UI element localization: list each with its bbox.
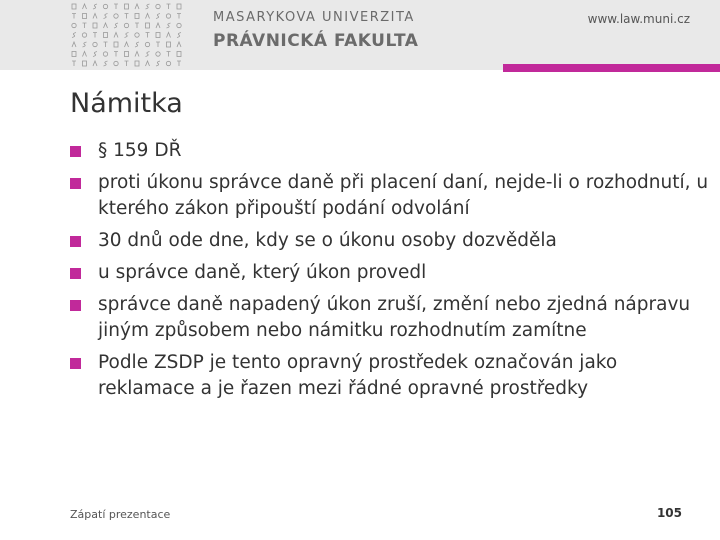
logo-glyph (125, 61, 129, 66)
bullet-text: u správce daně, který úkon provedl (98, 262, 427, 283)
logo-glyph (146, 4, 150, 9)
bullet-text: správce daně napadený úkon zruší, změní nebo zjedná nápravu jiným způsobem nebo námitku rozhodnutím zamítne (98, 294, 691, 341)
muni-glyph-pattern-icon (68, 0, 186, 70)
logo-glyph (146, 23, 150, 28)
logo-glyph (177, 42, 181, 47)
logo-glyph (135, 23, 139, 28)
logo-glyph (177, 23, 181, 27)
logo-glyph (167, 23, 171, 28)
logo-glyph (146, 52, 150, 57)
logo-glyph (167, 52, 171, 57)
square-bullet-icon (70, 178, 81, 189)
logo-glyph (114, 23, 118, 28)
logo-glyph (104, 23, 108, 28)
logo-glyph (114, 61, 118, 65)
logo-glyph (146, 61, 150, 66)
logo-glyph (125, 14, 129, 19)
bullet-item (70, 292, 710, 344)
logo-glyph (104, 14, 108, 19)
logo-glyph (167, 33, 171, 38)
square-bullet-icon (70, 268, 81, 279)
logo-glyph (166, 14, 170, 18)
logo-glyph (83, 14, 87, 19)
bullet-text: proti úkonu správce daně při placení daní, nejde-li o rozhodnutí, u kterého zákon připouští podání odvolání (98, 172, 709, 219)
bullet-item (70, 228, 710, 254)
square-bullet-icon (70, 146, 81, 157)
logo-glyph (125, 33, 129, 38)
logo-glyph (177, 52, 181, 57)
logo-glyph (83, 23, 87, 28)
logo-glyph (145, 42, 149, 46)
logo-glyph (114, 33, 118, 38)
logo-glyph (124, 23, 128, 27)
logo-glyph (167, 42, 171, 47)
bullet-item (70, 170, 710, 222)
logo-glyph (93, 4, 97, 9)
logo-glyph (177, 14, 181, 19)
logo-glyph (125, 52, 129, 57)
logo-glyph (156, 52, 160, 56)
logo-glyph (177, 4, 181, 9)
bullet-item (70, 350, 710, 402)
logo-glyph (93, 33, 97, 38)
slide-header (0, 0, 720, 70)
logo-glyph (93, 14, 97, 19)
logo-glyph (72, 14, 76, 19)
university-name: MASARYKOVA UNIVERZITA (213, 10, 415, 25)
logo-glyph (114, 42, 118, 47)
logo-glyph (114, 14, 118, 18)
logo-glyph (114, 4, 118, 9)
square-bullet-icon (70, 236, 81, 247)
logo-glyph (125, 42, 129, 47)
logo-glyph (156, 23, 160, 28)
logo-glyph (156, 61, 160, 66)
logo-glyph (72, 52, 76, 57)
bullet-list (70, 138, 710, 408)
logo-glyph (135, 42, 139, 47)
logo-glyph (135, 14, 139, 19)
faculty-name: PRÁVNICKÁ FAKULTA (213, 31, 419, 51)
slide-title: Námitka (70, 88, 183, 119)
logo-glyph (104, 42, 108, 47)
logo-glyph (72, 4, 76, 9)
logo-glyph (103, 52, 107, 56)
bullet-text: 30 dnů ode dne, kdy se o úkonu osoby dozvěděla (98, 230, 557, 251)
logo-glyph (82, 33, 86, 37)
logo-glyph (156, 33, 160, 38)
logo-glyph (104, 61, 108, 66)
logo-glyph (83, 42, 87, 47)
logo-glyph (83, 61, 87, 66)
logo-glyph (93, 52, 97, 57)
logo-glyph (114, 52, 118, 57)
logo-glyph (146, 14, 150, 19)
bullet-item (70, 260, 710, 286)
logo-glyph (146, 33, 150, 38)
logo-glyph (72, 33, 76, 38)
logo-glyph (83, 4, 87, 9)
bullet-text: Podle ZSDP je tento opravný prostředek označován jako reklamace a je řazen mezi řádné opravné prostředky (98, 352, 618, 399)
logo-glyph (93, 61, 97, 66)
logo-glyph (156, 4, 160, 8)
logo-glyph (156, 14, 160, 19)
page-number: 105 (656, 506, 682, 520)
square-bullet-icon (70, 300, 81, 311)
logo-glyph (72, 23, 76, 27)
logo-glyph (93, 23, 97, 28)
logo-glyph (166, 61, 170, 65)
logo-glyph (103, 4, 107, 8)
footer-text: Zápatí prezentace (70, 508, 171, 521)
logo-glyph (177, 61, 181, 66)
accent-bar (503, 64, 720, 72)
logo-glyph (177, 33, 181, 38)
logo-glyph (104, 33, 108, 38)
bullet-text: § 159 DŘ (98, 140, 182, 161)
logo-glyph (93, 42, 97, 46)
logo-glyph (167, 4, 171, 9)
bullet-item (70, 138, 710, 164)
logo-glyph (83, 52, 87, 57)
square-bullet-icon (70, 358, 81, 369)
logo-glyph (135, 61, 139, 66)
website-url: www.law.muni.cz (587, 12, 690, 26)
logo-glyph (156, 42, 160, 47)
logo-glyph (125, 4, 129, 9)
logo-glyph (72, 61, 76, 66)
logo-glyph (135, 33, 139, 37)
logo-glyph (135, 4, 139, 9)
logo-glyph (135, 52, 139, 57)
logo-glyph (72, 42, 76, 47)
